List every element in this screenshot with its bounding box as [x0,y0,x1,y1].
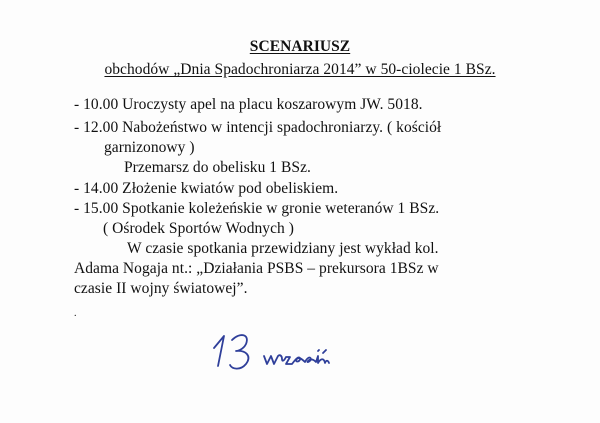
handwritten-date [210,326,360,376]
lecture-note-line-1: W czasie spotkania przewidziany jest wykład kol. [127,240,439,257]
schedule-item-1400: - 14.00 Złożenie kwiatów pod obeliskiem. [74,180,339,197]
lecture-note-line-2: Adama Nogaja nt.: „Działania PSBS – prekursora 1BSz w [74,260,439,277]
schedule-item-1200: - 12.00 Nabożeństwo w intencji spadochroniarzy. ( kościół [74,119,442,136]
schedule-item-1200-continued: garnizonowy ) [104,139,195,156]
document-title: SCENARIUSZ [249,38,351,55]
schedule-item-1500-location: ( Ośrodek Sportów Wodnych ) [103,220,294,237]
document-subtitle: obchodów „Dnia Spadochroniarza 2014” w 50-ciolecie 1 BSz. [104,61,496,78]
schedule-item-1500: - 15.00 Spotkanie koleżeńskie w gronie weteranów 1 BSz. [74,200,440,217]
schedule-item-1000: - 10.00 Uroczysty apel na placu koszarowym JW. 5018. [74,96,423,113]
stray-mark: . [74,308,77,319]
schedule-item-march: Przemarsz do obelisku 1 BSz. [124,159,311,176]
lecture-note-line-3: czasie II wojny światowej”. [74,280,248,297]
